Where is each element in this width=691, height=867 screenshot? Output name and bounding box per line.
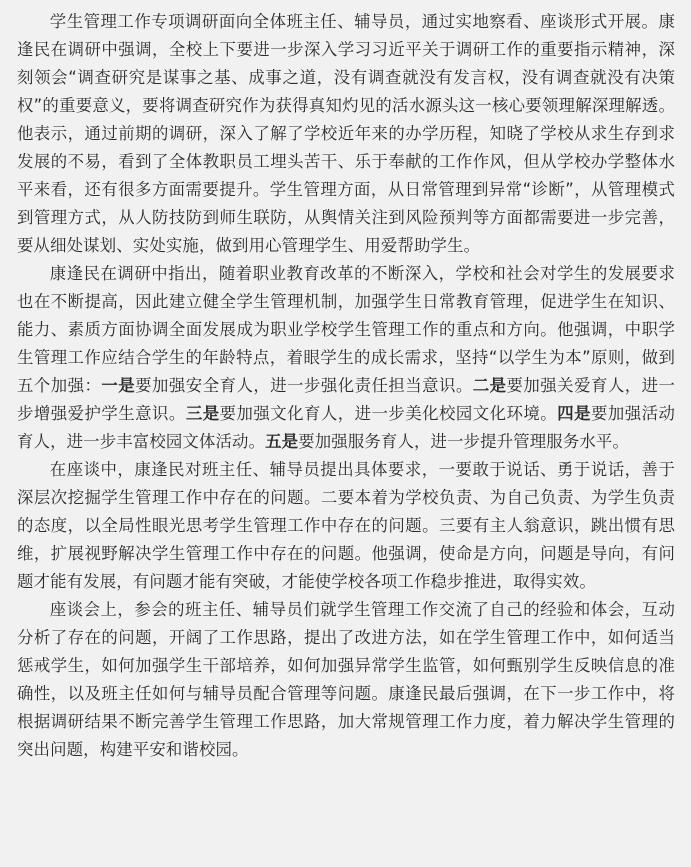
article-paragraph-2 (17, 260, 675, 456)
paragraph-text: 康逢民在调研中指出，随着职业教育改革的不断深入，学校和社会对学生的发展要求也在不断提高，因此建立健全学生管理机制，加强学生日常教育管理，促进学生在知识、能力、素质方面协调全面发展成为职业学校学生管理工作的重点和方向。他强调，中职学生管理工作应结合学生的年龄特点，着眼学生的成长需求，坚持“以学生为本”原则，做到五个加强： (17, 264, 675, 395)
paragraph-text: 学生管理工作专项调研面向全体班主任、辅导员，通过实地察看、座谈形式开展。康逢民在调研中强调，全校上下要进一步深入学习习近平关于调研工作的重要指示精神，深刻领会“调查研究是谋事之基、成事之道，没有调查就没有发言权，没有调查就没有决策权”的重要意义，要将调查研究作为获得真知灼见的活水源头这一核心要领理解深理解透。他表示，通过前期的调研，深入了解了学校近年来的办学历程，知晓了学校从求生存到求发展的不易，看到了全体教职员工埋头苦干、乐于奉献的工作作风，但从学校办学整体水平来看，还有很多方面需要提升。学生管理方面，从日常管理到异常“诊断”，从管理模式到管理方式，从人防技防到师生联防，从舆情关注到风险预判等方面都需要进一步完善，要从细处谋划、实处实施，做到用心管理学生、用爱帮助学生。 (17, 12, 675, 255)
paragraph-text: 要加强文化育人，进一步美化校园文化环境。 (219, 404, 558, 423)
article-paragraph-3 (17, 456, 675, 596)
bold-marker-1: 一是 (101, 376, 136, 395)
paragraph-text: 要加强关爱育人，进一步增强爱护学生意识。 (17, 376, 676, 423)
paragraph-text: 要加强安全育人，进一步强化责任担当意识。 (135, 376, 473, 395)
paragraph-text: 座谈会上，参会的班主任、辅导员们就学生管理工作交流了自己的经验和体会，互动分析了存在的问题，开阔了工作思路，提出了改进方法，如在学生管理工作中，如何适当惩戒学生，如何加强学生干部培养，如何加强异常学生监管，如何甄别学生反映信息的准确性，以及班主任如何与辅导员配合管理等问题。康逢民最后强调，在下一步工作中，将根据调研结果不断完善学生管理工作思路，加大常规管理工作力度，着力解决学生管理的突出问题，构建平安和谐校园。 (17, 600, 675, 759)
paragraph-text: 要加强活动育人，进一步丰富校园文体活动。 (17, 404, 676, 451)
paragraph-text: 在座谈中，康逢民对班主任、辅导员提出具体要求，一要敢于说话、勇于说话，善于深层次挖掘学生管理工作中存在的问题。二要本着为学校负责、为自己负责、为学生负责的态度，以全局性眼光思考学生管理工作中存在的问题。三要有主人翁意识，跳出惯有思维，扩展视野解决学生管理工作中存在的问题。他强调，使命是方向，问题是导向，有问题才能有发展，有问题才能有突破，才能使学校各项工作稳步推进，取得实效。 (17, 460, 675, 591)
bold-marker-2: 二是 (472, 376, 507, 395)
article-paragraph-4 (17, 596, 675, 764)
bold-marker-3: 三是 (185, 404, 220, 423)
article-paragraph-1 (17, 8, 675, 260)
bold-marker-5: 五是 (265, 432, 299, 451)
paragraph-text: 要加强服务育人，进一步提升管理服务水平。 (298, 432, 630, 451)
bold-marker-4: 四是 (557, 404, 591, 423)
